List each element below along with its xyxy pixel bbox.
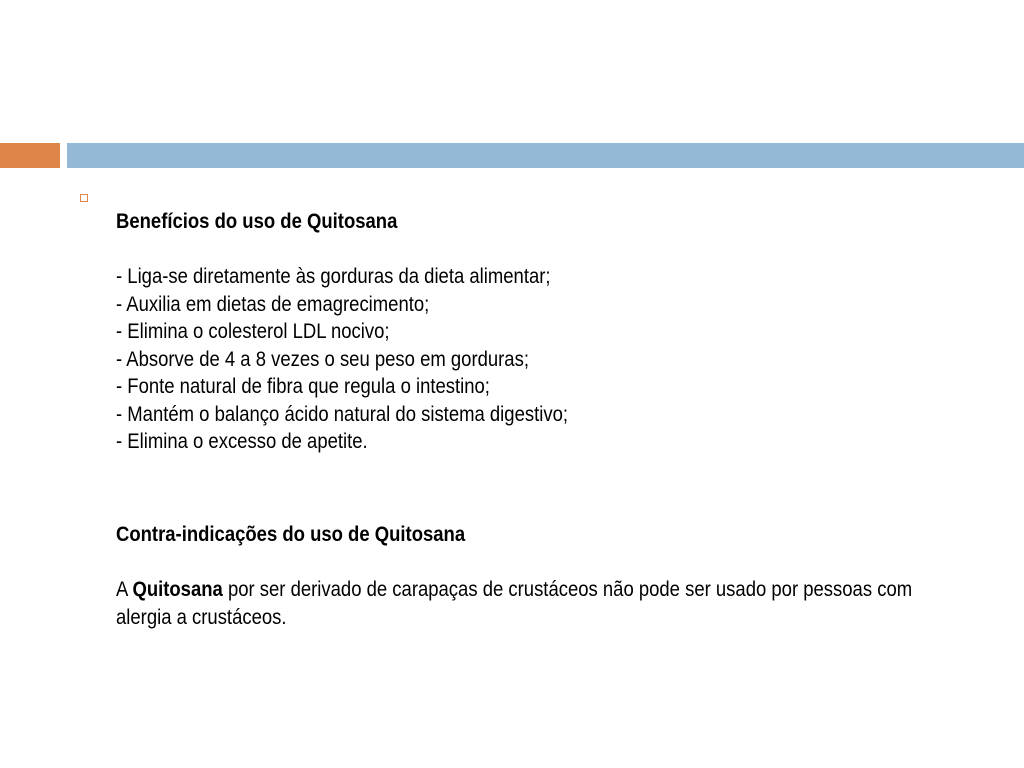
spacer (116, 236, 873, 264)
contraindications-text-rest: por ser derivado de carapaças de crustáceos não pode ser usado por pessoas com alergia a crustáceos. (116, 578, 913, 629)
contraindications-text-prefix: A (116, 578, 133, 601)
benefits-title: Benefícios do uso de Quitosana (116, 210, 398, 233)
spacer (116, 549, 873, 577)
contraindications-paragraph (116, 576, 943, 631)
benefit-item: - Liga-se diretamente às gorduras da dieta alimentar; (116, 265, 551, 288)
benefit-item: - Elimina o colesterol LDL nocivo; (116, 320, 390, 343)
spacer (116, 456, 873, 494)
slide-content (116, 208, 913, 631)
contraindications-title: Contra-indicações do uso de Quitosana (116, 523, 466, 546)
benefit-item: - Absorve de 4 a 8 vezes o seu peso em gorduras; (116, 347, 529, 371)
benefit-item: - Mantém o balanço ácido natural do sistema digestivo; (116, 402, 568, 426)
spacer (116, 494, 873, 522)
benefit-item: - Elimina o excesso de apetite. (116, 430, 368, 453)
benefit-item: - Auxilia em dietas de emagrecimento; (116, 292, 430, 316)
benefit-item: - Fonte natural de fibra que regula o intestino; (116, 375, 490, 398)
header-accent-bar-orange (0, 143, 60, 168)
header-accent-bar-blue (67, 143, 1024, 168)
contraindications-text-bold: Quitosana (132, 578, 223, 601)
square-bullet-icon (80, 194, 88, 202)
